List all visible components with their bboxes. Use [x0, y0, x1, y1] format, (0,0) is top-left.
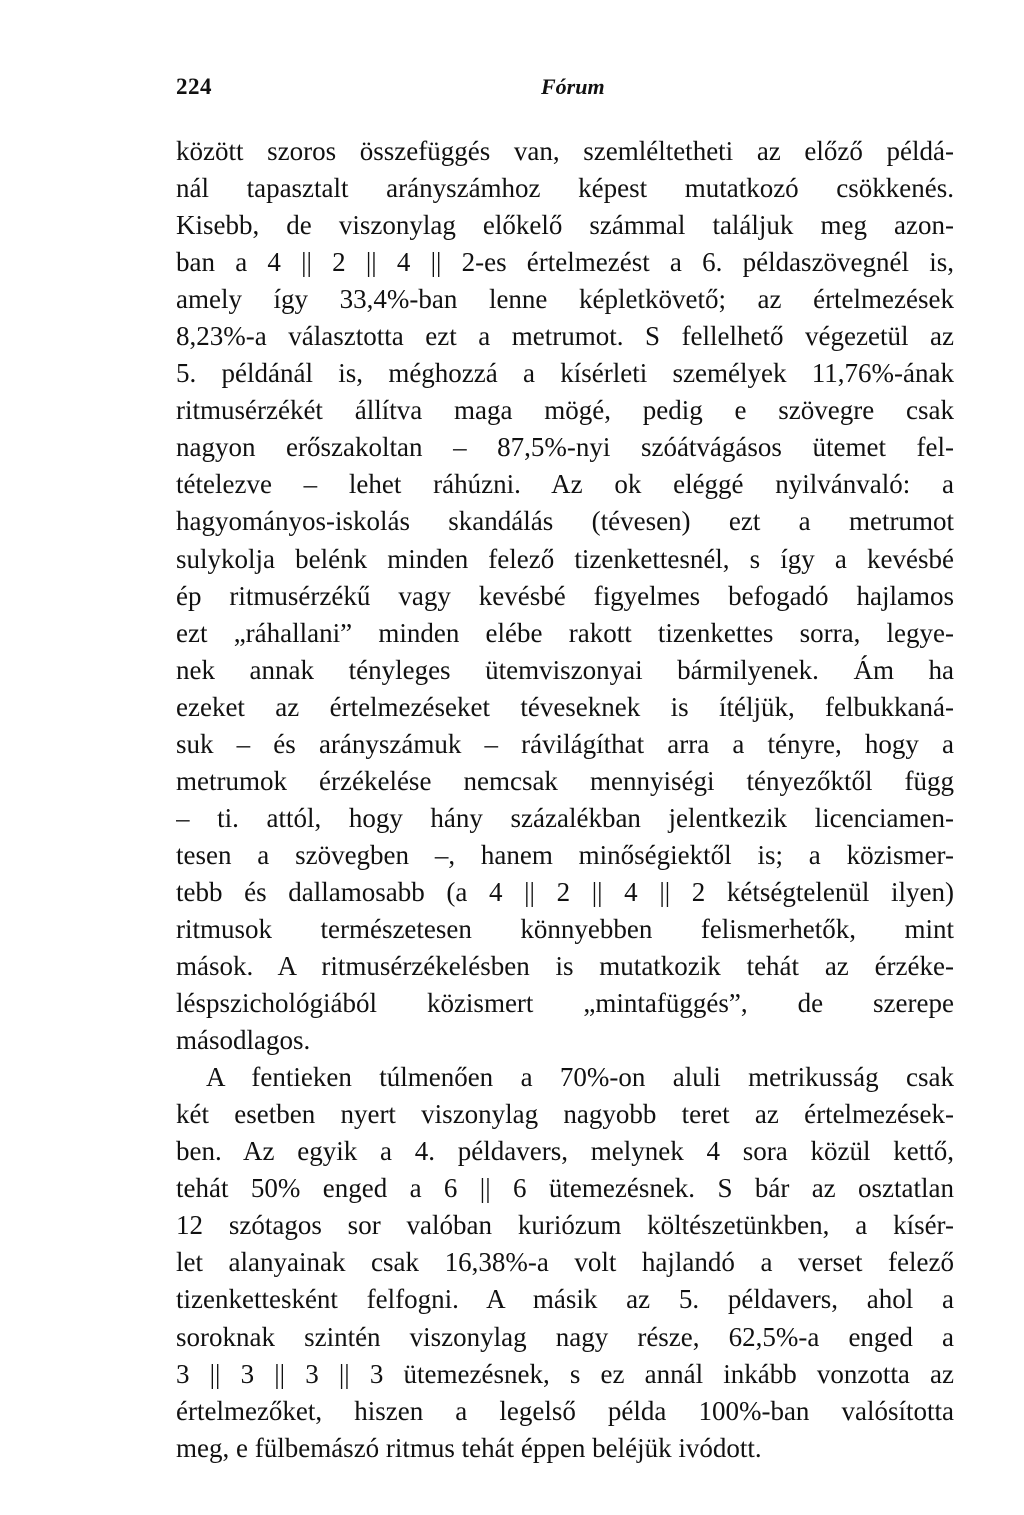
text-line: ban a 4 || 2 || 4 || 2-es értelmezést a 6. példaszövegnél is,: [176, 247, 954, 278]
text-line: sulykolja belénk minden felező tizenkettesnél, s így a kevésbé: [176, 543, 954, 574]
text-line: léspszichológiából közismert „mintafüggés”, de szerepe: [176, 988, 954, 1019]
page-header: [176, 74, 954, 104]
paragraph: [176, 1059, 954, 1467]
text-line: két esetben nyert viszonylag nagyobb teret az értelmezések-: [176, 1099, 954, 1130]
text-line: let alanyainak csak 16,38%-a volt hajlandó a verset felező: [176, 1247, 954, 1278]
text-line: tételezve – lehet ráhúzni. Az ok eléggé nyilvánvaló: a: [176, 469, 954, 500]
text-line: tehát 50% enged a 6 || 6 ütemezésnek. S bár az osztatlan: [176, 1173, 954, 1204]
text-line: nál tapasztalt arányszámhoz képest mutatkozó csökkenés.: [176, 173, 954, 204]
text-line: 12 szótagos sor valóban kuriózum költészetünkben, a kísér-: [176, 1210, 954, 1241]
text-line: mások. A ritmusérzékelésben is mutatkozik tehát az érzéke-: [176, 951, 954, 982]
text-line: tesen a szövegben –, hanem minőségiektől is; a közismer-: [176, 839, 954, 870]
text-line: 8,23%-a választotta ezt a metrumot. S fellelhető végezetül az: [176, 321, 954, 352]
text-line: másodlagos.: [176, 1025, 311, 1056]
text-line: ritmusok természetesen könnyebben felismerhetők, mint: [176, 913, 954, 944]
text-line: – ti. attól, hogy hány százalékban jelentkezik licenciamen-: [176, 802, 954, 833]
text-line: ezt „ráhallani” minden elébe rakott tizenkettes sorra, legye-: [176, 617, 954, 648]
text-line: ép ritmusérzékű vagy kevésbé figyelmes befogadó hajlamos: [176, 580, 954, 611]
text-line: között szoros összefüggés van, szemléltetheti az előző példá-: [176, 136, 954, 166]
text-line: hagyományos-iskolás skandálás (tévesen) ezt a metrumot: [176, 506, 954, 537]
text-line: A fentieken túlmenően a 70%-on aluli metrikusság csak: [206, 1062, 954, 1093]
text-line: értelmezőket, hiszen a legelső példa 100%-ban valósította: [176, 1395, 954, 1426]
text-line: metrumok érzékelése nemcsak mennyiségi tényezőktől függ: [176, 765, 954, 796]
body-text: [176, 133, 954, 1467]
text-line: suk – és arányszámuk – rávilágíthat arra a tényre, hogy a: [176, 728, 954, 759]
text-line: nek annak tényleges ütemviszonyai bármilyenek. Ám ha: [176, 654, 954, 685]
page-number: 224: [176, 74, 212, 99]
text-line: amely így 33,4%-ban lenne képletkövető; az értelmezések: [176, 284, 954, 315]
running-title: Fórum: [541, 74, 605, 99]
text-line: meg, e fülbemászó ritmus tehát éppen beléjük ivódott.: [176, 1432, 762, 1463]
text-line: ben. Az egyik a 4. példavers, melynek 4 sora közül kettő,: [176, 1136, 954, 1167]
text-line: 5. példánál is, méghozzá a kísérleti személyek 11,76%-ának: [176, 358, 954, 389]
text-line: tebb és dallamosabb (a 4 || 2 || 4 || 2 kétségtelenül ilyen): [176, 876, 954, 907]
text-line: tizenkettesként felfogni. A másik az 5. példavers, ahol a: [176, 1284, 954, 1315]
text-line: ritmusérzékét állítva maga mögé, pedig e szövegre csak: [176, 395, 954, 426]
paragraph: [176, 133, 954, 1059]
text-line: soroknak szintén viszonylag nagy része, 62,5%-a enged a: [176, 1321, 954, 1352]
text-line: nagyon erőszakoltan – 87,5%-nyi szóátvágásos ütemet fel-: [176, 432, 954, 463]
text-line: Kisebb, de viszonylag előkelő számmal találjuk meg azon-: [176, 210, 954, 241]
text-line: 3 || 3 || 3 || 3 ütemezésnek, s ez annál inkább vonzotta az: [176, 1358, 954, 1389]
text-line: ezeket az értelmezéseket téveseknek is ítéljük, felbukkaná-: [176, 691, 954, 722]
